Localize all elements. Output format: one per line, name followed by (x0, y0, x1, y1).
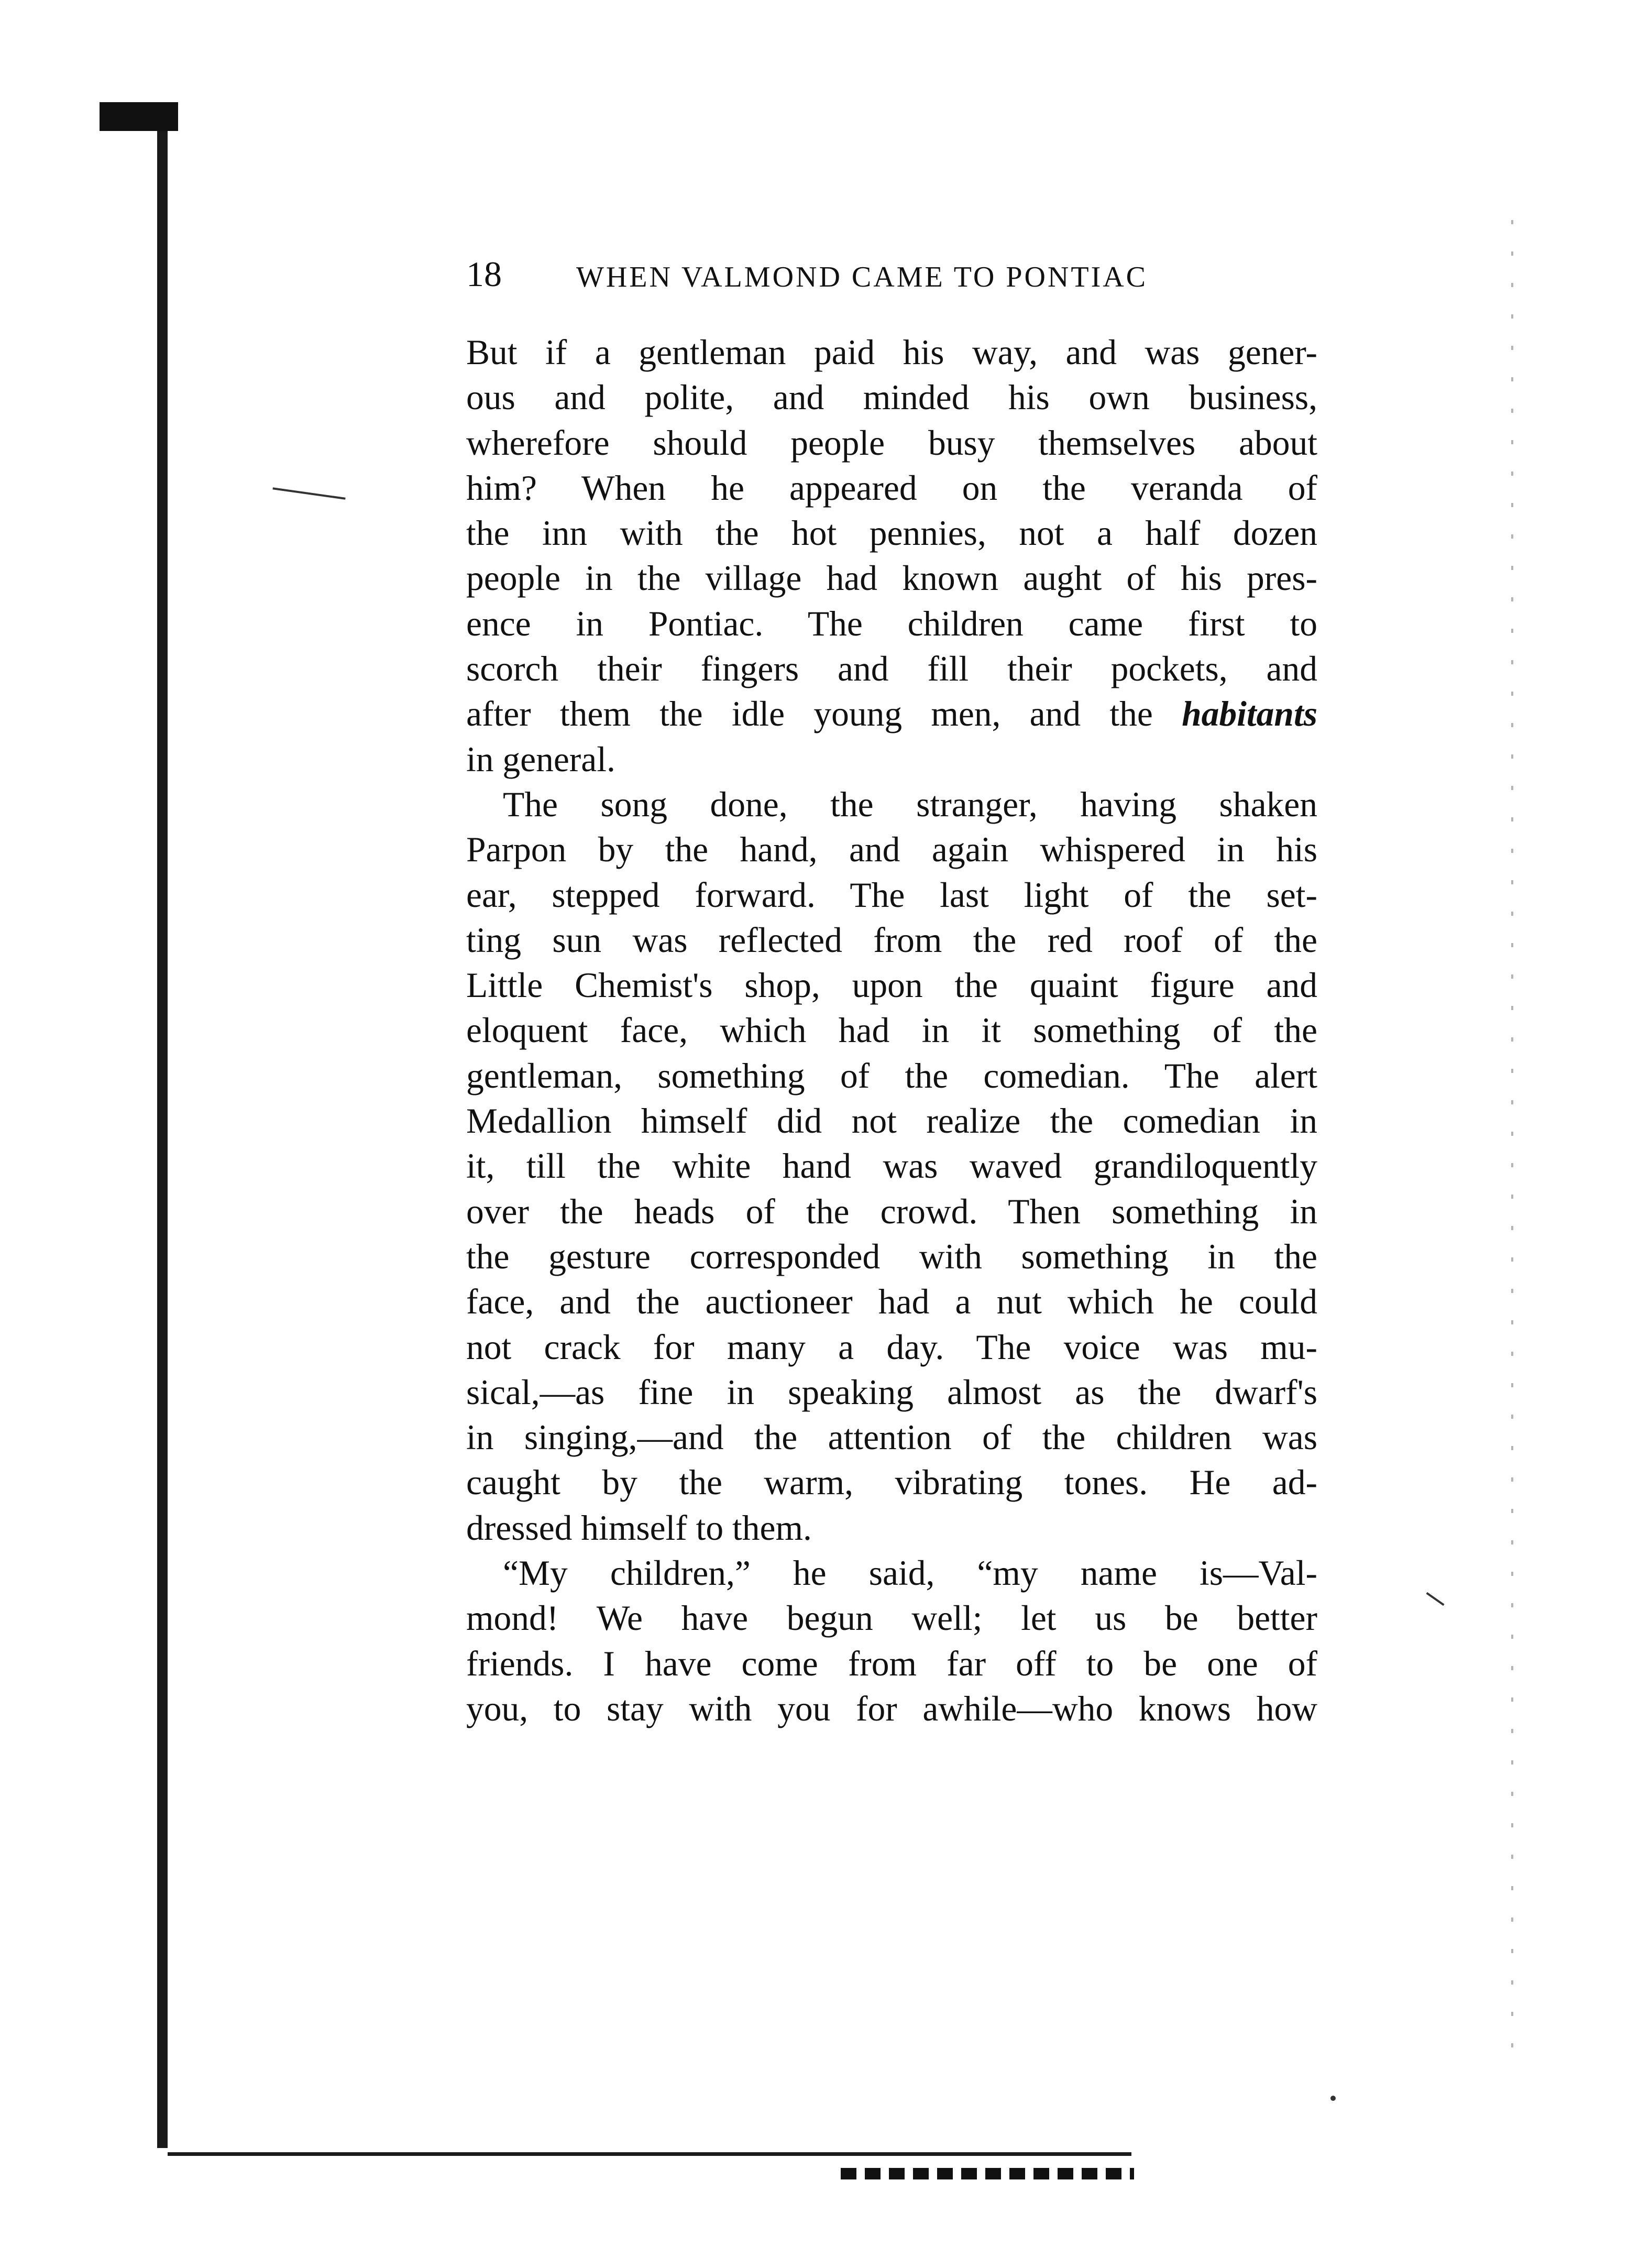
italic-word-habitants: habitants (1182, 694, 1317, 734)
text-line: ence in Pontiac. The children came first to (466, 604, 1317, 643)
text-line: ting sun was reflected from the red roof of the (466, 920, 1317, 960)
scan-edge-bottom (168, 2152, 1131, 2156)
text-line: But if a gentleman paid his way, and was gener- (466, 333, 1317, 372)
text-line: ous and polite, and minded his own business, (466, 378, 1317, 418)
page-number: 18 (466, 254, 502, 294)
text-line (466, 692, 1317, 737)
text-line: the inn with the hot pennies, not a half dozen (466, 513, 1317, 553)
text-line: dressed himself to them. (466, 1508, 812, 1548)
scan-speck (1426, 1592, 1444, 1606)
text-line: eloquent face, which had in it something of the (466, 1011, 1317, 1050)
text-line: him? When he appeared on the veranda of (466, 468, 1317, 508)
text-line: scorch their fingers and fill their pockets, and (466, 649, 1317, 689)
text-line-part: after them the idle young men, and the (466, 694, 1153, 734)
body-text (466, 330, 1317, 1732)
running-header (466, 250, 1325, 298)
text-line: Parpon by the hand, and again whispered in his (466, 830, 1317, 870)
text-line: The song done, the stranger, having shaken (503, 784, 1317, 824)
text-line: “My children,” he said, “my name is—Val- (503, 1553, 1317, 1593)
text-line: in singing,—and the attention of the children was (466, 1418, 1317, 1458)
text-line: you, to stay with you for awhile—who knows how (466, 1689, 1317, 1728)
text-line: not crack for many a day. The voice was mu- (466, 1327, 1317, 1367)
scan-edge-bottom-dashes (841, 2168, 1134, 2179)
text-line: sical,—as fine in speaking almost as the dwarf's (466, 1372, 1317, 1412)
text-line: friends. I have come from far off to be one of (466, 1644, 1317, 1683)
text-line: in general. (466, 739, 615, 779)
scan-edge-left (157, 105, 168, 2148)
text-line: caught by the warm, vibrating tones. He ad- (466, 1463, 1317, 1503)
scan-edge-right-specks (1511, 220, 1513, 2054)
scan-speck (272, 487, 345, 499)
text-line: people in the village had known aught of his pres- (466, 558, 1317, 598)
text-line: it, till the white hand was waved grandiloquently (466, 1146, 1317, 1186)
text-line: face, and the auctioneer had a nut which he could (466, 1282, 1317, 1322)
scan-speck (1330, 2096, 1336, 2101)
text-line: gentleman, something of the comedian. The alert (466, 1056, 1317, 1095)
scan-edge-top-corner (100, 102, 178, 131)
text-line: wherefore should people busy themselves about (466, 423, 1317, 463)
text-line: Medallion himself did not realize the comedian in (466, 1101, 1317, 1141)
text-line: mond! We have begun well; let us be better (466, 1598, 1317, 1638)
running-head-title: WHEN VALMOND CAME TO PONTIAC (576, 261, 1148, 293)
text-line: Little Chemist's shop, upon the quaint figure and (466, 966, 1317, 1005)
text-line: ear, stepped forward. The last light of the set- (466, 875, 1317, 915)
text-line: the gesture corresponded with something in the (466, 1236, 1317, 1276)
text-line: over the heads of the crowd. Then something in (466, 1191, 1317, 1231)
